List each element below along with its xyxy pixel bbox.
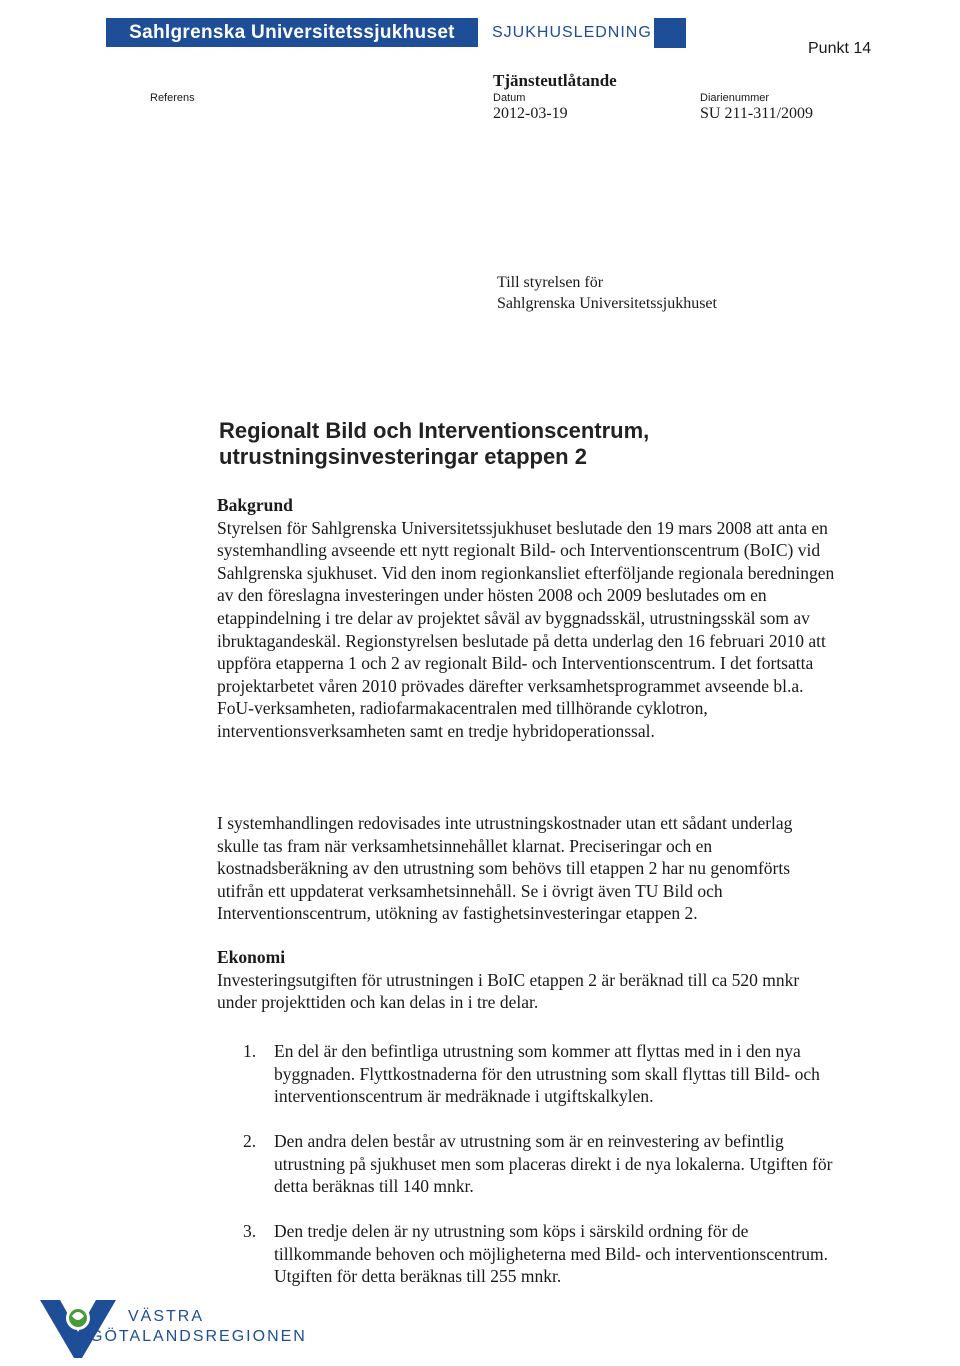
bakgrund-paragraph-2: I systemhandlingen redovisades inte utrustningskostnader utan ett sådant underlag skulle tas fram när verksamhetsinnehållet klarnat. Preciseringar och en kostnadsberäkning av den utrustning som behövs till etappen 2 har nu genomförts utifrån ett uppdaterat verksamhetsinnehåll. Se i övrigt även TU Bild och Interventionscentrum, utökning av fastighetsinvesteringar etappen 2. [217,813,793,924]
document-title [219,418,859,470]
list-item [243,1040,843,1108]
section-heading-bakgrund: Bakgrund [217,495,293,515]
reference-label: Referens [150,92,195,104]
date-value: 2012-03-19 [493,105,568,122]
list-item-number: 2. [243,1131,257,1151]
section-bakgrund [217,494,837,743]
title-line-2: utrustningsinvesteringar etappen 2 [219,444,587,469]
title-line-1: Regionalt Bild och Interventionscentrum, [219,418,650,443]
section-ekonomi [217,946,837,1014]
bakgrund-paragraph-1: Styrelsen för Sahlgrenska Universitetssjukhuset beslutade den 19 mars 2008 att anta en systemhandling avseende ett nytt regionalt Bild- och Interventionscentrum (BoIC) vid Sahlgrenska sjukhuset. Vid den inom regionkansliet efterföljande regionala beredningen av den föreslagna investeringen under hösten 2008 och 2009 beslutades om en etappindelning i tre delar av projektet såväl av byggnadsskäl, utrustningsskäl som av ibruktagandeskäl. Regionstyrelsen beslutade på detta underlag den 16 februari 2010 att uppföra etapperna 1 och 2 av regionalt Bild- och Interventionscentrum. I det fortsatta projektarbetet våren 2010 prövades därefter verksamhetsprogrammet avseende bl.a. FoU-verksamheten, radiofarmakacentralen med tillhörande cyklotron, interventionsverksamheten samt en tredje hybridoperationssal. [217,517,835,741]
diary-number-value: SU 211-311/2009 [700,105,814,122]
logo-text-line-2: GÖTALANDSREGIONEN [90,1328,307,1345]
logo-text-line-1: VÄSTRA [128,1308,205,1325]
diary-number-label: Diarienummer [700,92,770,104]
list-item-text: En del är den befintliga utrustning som kommer att flyttas med in i den nya byggnaden. Flyttkostnaderna för den utrustning som skall flyttas till Bild- och interventionscentrum är medräknade i utgiftskalkylen. [274,1041,820,1107]
agenda-item-number: Punkt 14 [808,40,872,57]
vgr-logo [38,1298,338,1364]
list-item-text: Den andra delen består av utrustning som är en reinvestering av befintlig utrustning på sjukhuset men som placeras direkt i de nya lokalerna. Utgiften för detta beräknas till 140 mnkr. [274,1131,833,1197]
list-item-text: Den tredje delen är ny utrustning som köps i särskild ordning för de tillkommande behoven och möjligheterna med Bild- och interventionscentrum. Utgiften för detta beräknas till 255 mnkr. [274,1221,829,1287]
department-color-block [654,18,686,48]
list-item [243,1220,843,1288]
bakgrund-paragraph-2-block [217,812,837,925]
list-item [243,1130,843,1198]
ekonomi-paragraph: Investeringsutgiften för utrustningen i BoIC etappen 2 är beräknad till ca 520 mnkr under projekttiden och kan delas in i tre delar. [217,969,800,1013]
department-label: SJUKHUSLEDNING [492,24,652,41]
list-item-number: 1. [243,1041,257,1061]
list-item-number: 3. [243,1221,257,1241]
recipient-block [497,272,717,314]
hospital-name-banner: Sahlgrenska Universitetssjukhuset [106,18,478,47]
recipient-line-1: Till styrelsen för [497,274,604,291]
date-label: Datum [493,92,526,104]
recipient-line-2: Sahlgrenska Universitetssjukhuset [497,295,717,312]
section-heading-ekonomi: Ekonomi [217,947,286,967]
document-type: Tjänsteutlåtande [493,71,617,90]
